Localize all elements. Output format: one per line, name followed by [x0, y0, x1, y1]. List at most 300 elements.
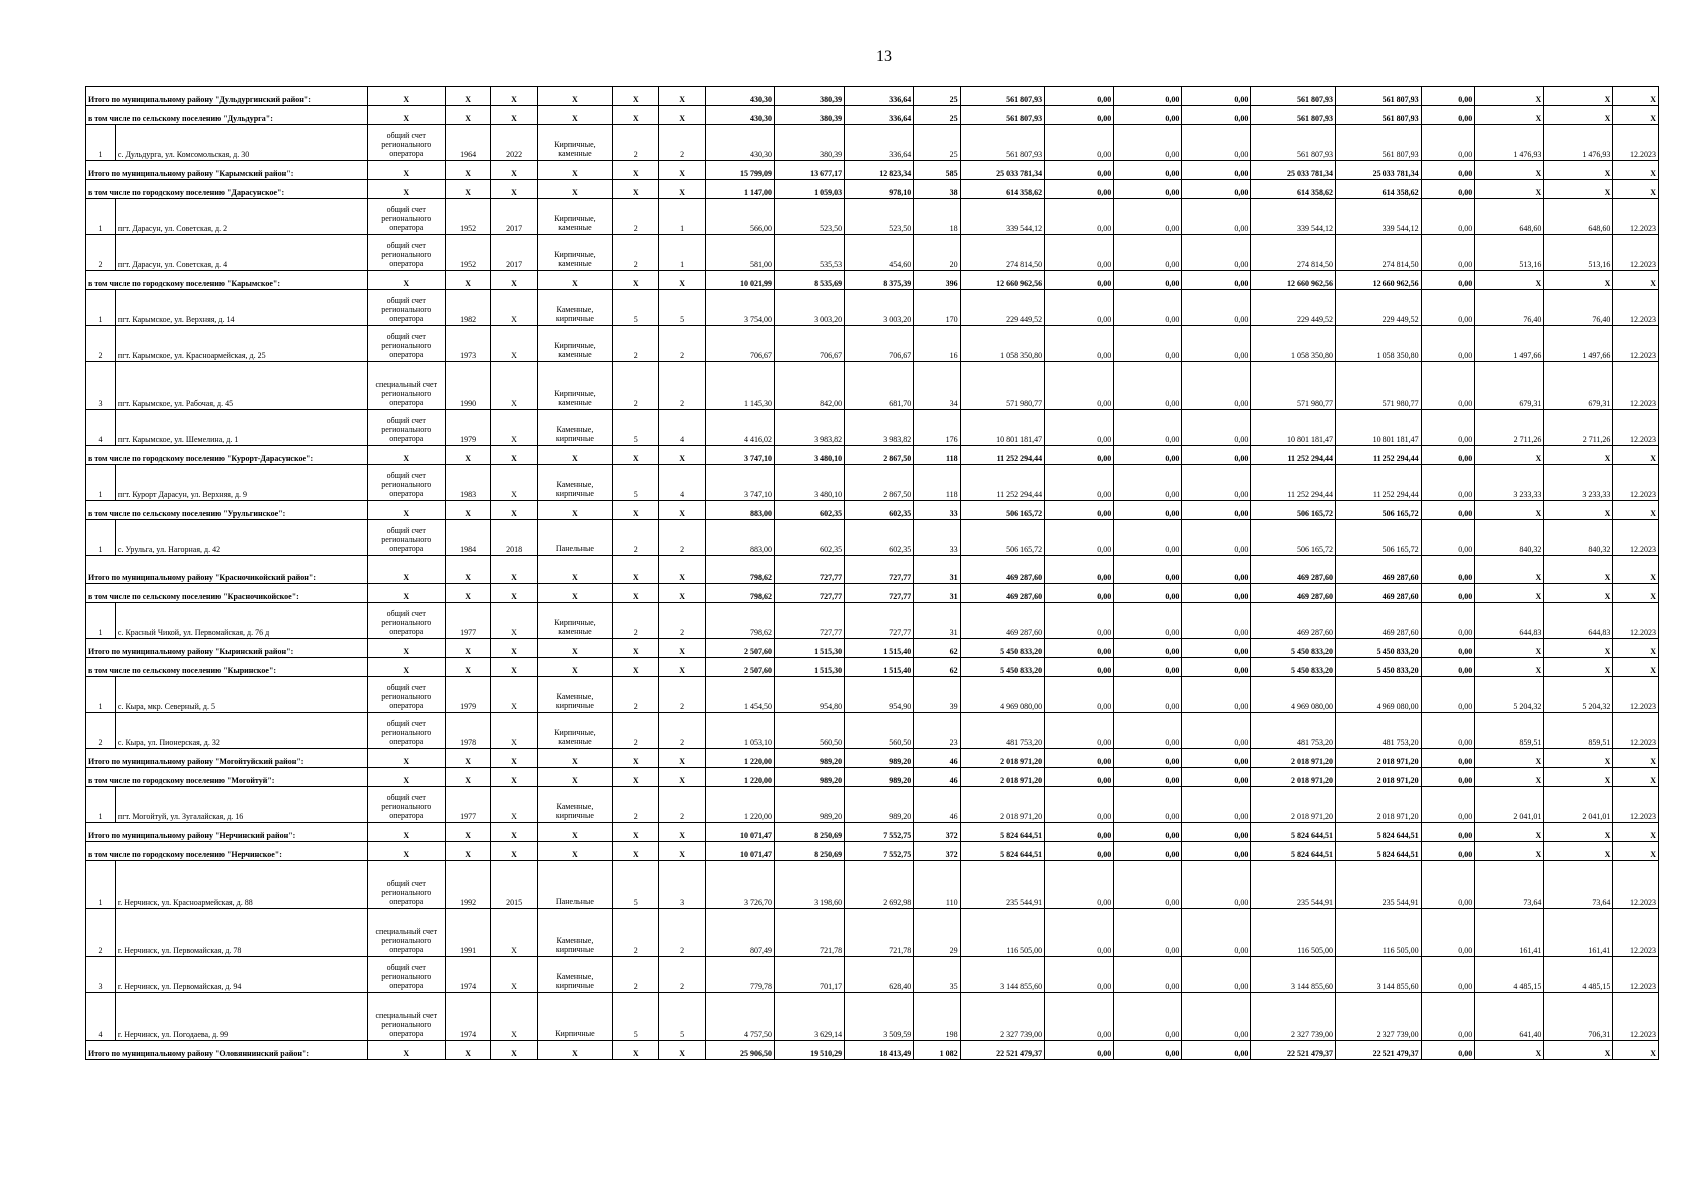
group-label-cell: в том числе по сельскому поселению "Урульгинское": — [86, 501, 368, 520]
value-cell: X — [1475, 180, 1544, 199]
value-cell: X — [613, 161, 659, 180]
value-cell: 0,00 — [1182, 199, 1251, 235]
value-cell: X — [367, 749, 445, 768]
value-cell: 0,00 — [1421, 326, 1475, 362]
value-cell: X — [491, 993, 537, 1041]
value-cell: 0,00 — [1182, 993, 1251, 1041]
value-cell: 0,00 — [1045, 861, 1114, 909]
value-cell: X — [1613, 180, 1659, 199]
value-cell: X — [1613, 658, 1659, 677]
value-cell: 3 233,33 — [1475, 465, 1544, 501]
value-cell: 11 252 294,44 — [1336, 446, 1422, 465]
address-cell: пгт. Курорт Дарасун, ул. Верхняя, д. 9 — [115, 465, 367, 501]
group-label-cell: Итого по муниципальному району "Могойтуйский район": — [86, 749, 368, 768]
value-cell: 4 485,15 — [1544, 957, 1613, 993]
value-cell: 3 509,59 — [845, 993, 914, 1041]
row-number-cell: 1 — [86, 465, 116, 501]
value-cell: 12.2023 — [1613, 787, 1659, 823]
value-cell: 602,35 — [774, 520, 844, 556]
address-cell: с. Урульга, ул. Нагорная, д. 42 — [115, 520, 367, 556]
value-cell: 0,00 — [1114, 106, 1182, 125]
value-cell: X — [1475, 1041, 1544, 1060]
value-cell: 727,77 — [774, 556, 844, 584]
house-row — [86, 957, 1659, 993]
value-cell: 229 449,52 — [1336, 290, 1422, 326]
district-total-row — [86, 823, 1659, 842]
house-row — [86, 713, 1659, 749]
value-cell: X — [367, 106, 445, 125]
value-cell: 0,00 — [1421, 993, 1475, 1041]
value-cell: 2017 — [491, 199, 537, 235]
value-cell: 2 — [613, 125, 659, 161]
value-cell: X — [1613, 161, 1659, 180]
value-cell: X — [491, 842, 537, 861]
value-cell: 5 — [613, 290, 659, 326]
value-cell: 1964 — [445, 125, 490, 161]
value-cell: X — [1475, 556, 1544, 584]
value-cell: X — [445, 658, 490, 677]
value-cell: 0,00 — [1045, 446, 1114, 465]
value-cell: 0,00 — [1045, 501, 1114, 520]
district-total-row — [86, 749, 1659, 768]
value-cell: X — [613, 639, 659, 658]
value-cell: X — [491, 106, 537, 125]
value-cell: 0,00 — [1421, 180, 1475, 199]
value-cell: Каменные, кирпичные — [537, 465, 612, 501]
value-cell: X — [367, 658, 445, 677]
value-cell: 23 — [914, 713, 960, 749]
value-cell: 0,00 — [1182, 106, 1251, 125]
value-cell: 33 — [914, 520, 960, 556]
value-cell: 12 660 962,56 — [1251, 271, 1336, 290]
value-cell: 0,00 — [1182, 658, 1251, 677]
value-cell: 110 — [914, 861, 960, 909]
value-cell: 2022 — [491, 125, 537, 161]
house-row — [86, 520, 1659, 556]
value-cell: 0,00 — [1045, 465, 1114, 501]
value-cell: 12.2023 — [1613, 993, 1659, 1041]
value-cell: X — [445, 749, 490, 768]
value-cell: 372 — [914, 823, 960, 842]
value-cell: 727,77 — [845, 603, 914, 639]
value-cell: 12.2023 — [1613, 290, 1659, 326]
value-cell: 10 021,99 — [705, 271, 774, 290]
value-cell: X — [1475, 639, 1544, 658]
value-cell: X — [491, 909, 537, 957]
value-cell: 3 480,10 — [774, 446, 844, 465]
value-cell: 1 476,93 — [1475, 125, 1544, 161]
value-cell: 396 — [914, 271, 960, 290]
value-cell: X — [659, 842, 705, 861]
value-cell: X — [367, 1041, 445, 1060]
value-cell: 989,20 — [774, 749, 844, 768]
value-cell: 644,83 — [1544, 603, 1613, 639]
value-cell: 12 660 962,56 — [1336, 271, 1422, 290]
value-cell: 0,00 — [1045, 749, 1114, 768]
value-cell: 0,00 — [1045, 957, 1114, 993]
value-cell: 1979 — [445, 410, 490, 446]
value-cell: 0,00 — [1045, 768, 1114, 787]
value-cell: X — [613, 842, 659, 861]
value-cell: 566,00 — [705, 199, 774, 235]
value-cell: 2 — [659, 909, 705, 957]
value-cell: 0,00 — [1182, 787, 1251, 823]
value-cell: 0,00 — [1045, 909, 1114, 957]
value-cell: 0,00 — [1114, 713, 1182, 749]
value-cell: X — [659, 446, 705, 465]
value-cell: X — [367, 584, 445, 603]
value-cell: X — [491, 787, 537, 823]
account-type-cell: общий счет регионального оператора — [367, 465, 445, 501]
value-cell: 235 544,91 — [1336, 861, 1422, 909]
settlement-subtotal-row — [86, 446, 1659, 465]
value-cell: 5 450 833,20 — [1336, 639, 1422, 658]
value-cell: X — [537, 180, 612, 199]
value-cell: 0,00 — [1182, 290, 1251, 326]
value-cell: 7 552,75 — [845, 823, 914, 842]
account-type-cell: общий счет регионального оператора — [367, 410, 445, 446]
value-cell: 12 823,34 — [845, 161, 914, 180]
value-cell: 430,30 — [705, 125, 774, 161]
value-cell: 0,00 — [1421, 842, 1475, 861]
account-type-cell: специальный счет регионального оператора — [367, 909, 445, 957]
value-cell: X — [445, 161, 490, 180]
value-cell: 506 165,72 — [960, 520, 1045, 556]
value-cell: X — [1544, 271, 1613, 290]
value-cell: 0,00 — [1421, 556, 1475, 584]
value-cell: 12.2023 — [1613, 326, 1659, 362]
house-row — [86, 362, 1659, 410]
value-cell: 29 — [914, 909, 960, 957]
value-cell: 0,00 — [1182, 713, 1251, 749]
value-cell: 4 — [659, 410, 705, 446]
district-total-row — [86, 556, 1659, 584]
value-cell: 1978 — [445, 713, 490, 749]
value-cell: 0,00 — [1114, 768, 1182, 787]
value-cell: X — [613, 768, 659, 787]
value-cell: 116 505,00 — [1336, 909, 1422, 957]
value-cell: 12.2023 — [1613, 603, 1659, 639]
value-cell: 31 — [914, 556, 960, 584]
value-cell: 0,00 — [1045, 362, 1114, 410]
value-cell: 2 041,01 — [1544, 787, 1613, 823]
value-cell: X — [491, 677, 537, 713]
value-cell: 5 450 833,20 — [960, 639, 1045, 658]
settlement-subtotal-row — [86, 658, 1659, 677]
value-cell: 0,00 — [1114, 861, 1182, 909]
value-cell: 15 799,09 — [705, 161, 774, 180]
value-cell: 0,00 — [1114, 520, 1182, 556]
value-cell: 5 — [613, 410, 659, 446]
value-cell: 0,00 — [1182, 446, 1251, 465]
value-cell: 46 — [914, 768, 960, 787]
value-cell: X — [537, 501, 612, 520]
value-cell: 0,00 — [1045, 993, 1114, 1041]
row-number-cell: 1 — [86, 861, 116, 909]
value-cell: 1 497,66 — [1544, 326, 1613, 362]
value-cell: 35 — [914, 957, 960, 993]
value-cell: 2 — [613, 326, 659, 362]
value-cell: 25 033 781,34 — [960, 161, 1045, 180]
value-cell: 561 807,93 — [1251, 106, 1336, 125]
value-cell: X — [445, 556, 490, 584]
value-cell: Кирпичные — [537, 993, 612, 1041]
row-number-cell: 1 — [86, 199, 116, 235]
value-cell: X — [445, 87, 490, 106]
value-cell: 1 059,03 — [774, 180, 844, 199]
value-cell: 12.2023 — [1613, 909, 1659, 957]
value-cell: X — [659, 1041, 705, 1060]
value-cell: X — [1544, 180, 1613, 199]
value-cell: 0,00 — [1045, 677, 1114, 713]
value-cell: 2 — [659, 677, 705, 713]
value-cell: 842,00 — [774, 362, 844, 410]
value-cell: 0,00 — [1045, 658, 1114, 677]
value-cell: 8 375,39 — [845, 271, 914, 290]
value-cell: X — [659, 180, 705, 199]
value-cell: 25 — [914, 106, 960, 125]
value-cell: 883,00 — [705, 501, 774, 520]
value-cell: X — [613, 556, 659, 584]
page-number: 13 — [876, 48, 892, 65]
value-cell: X — [537, 556, 612, 584]
value-cell: 0,00 — [1114, 501, 1182, 520]
value-cell: 198 — [914, 993, 960, 1041]
value-cell: X — [1544, 446, 1613, 465]
value-cell: 19 510,29 — [774, 1041, 844, 1060]
value-cell: X — [1613, 87, 1659, 106]
value-cell: 454,60 — [845, 235, 914, 271]
value-cell: 561 807,93 — [1336, 87, 1422, 106]
value-cell: 170 — [914, 290, 960, 326]
settlement-subtotal-row — [86, 180, 1659, 199]
value-cell: 0,00 — [1182, 465, 1251, 501]
row-number-cell: 1 — [86, 787, 116, 823]
value-cell: 1952 — [445, 235, 490, 271]
value-cell: X — [367, 768, 445, 787]
value-cell: 1 515,40 — [845, 639, 914, 658]
value-cell: 1952 — [445, 199, 490, 235]
address-cell: г. Нерчинск, ул. Первомайская, д. 94 — [115, 957, 367, 993]
value-cell: 1977 — [445, 787, 490, 823]
value-cell: X — [659, 87, 705, 106]
value-cell: Каменные, кирпичные — [537, 957, 612, 993]
value-cell: 1 497,66 — [1475, 326, 1544, 362]
value-cell: 0,00 — [1114, 957, 1182, 993]
value-cell: X — [1544, 1041, 1613, 1060]
value-cell: X — [445, 501, 490, 520]
value-cell: 10 071,47 — [705, 823, 774, 842]
value-cell: 2 327 739,00 — [1251, 993, 1336, 1041]
value-cell: 3 480,10 — [774, 465, 844, 501]
value-cell: 31 — [914, 584, 960, 603]
district-total-row — [86, 161, 1659, 180]
value-cell: 3 983,82 — [774, 410, 844, 446]
value-cell: X — [613, 1041, 659, 1060]
district-total-row — [86, 639, 1659, 658]
value-cell: 2 867,50 — [845, 465, 914, 501]
value-cell: 235 544,91 — [960, 861, 1045, 909]
value-cell: X — [659, 106, 705, 125]
value-cell: 5 450 833,20 — [1251, 658, 1336, 677]
house-row — [86, 909, 1659, 957]
value-cell: X — [537, 446, 612, 465]
value-cell: 0,00 — [1421, 410, 1475, 446]
value-cell: 339 544,12 — [1251, 199, 1336, 235]
value-cell: X — [367, 501, 445, 520]
address-cell: пгт. Карымское, ул. Рабочая, д. 45 — [115, 362, 367, 410]
value-cell: Каменные, кирпичные — [537, 410, 612, 446]
value-cell: 0,00 — [1045, 410, 1114, 446]
group-label-cell: в том числе по сельскому поселению "Дульдурга": — [86, 106, 368, 125]
value-cell: 38 — [914, 180, 960, 199]
address-cell: пгт. Дарасун, ул. Советская, д. 4 — [115, 235, 367, 271]
value-cell: 12.2023 — [1613, 410, 1659, 446]
value-cell: 0,00 — [1182, 909, 1251, 957]
value-cell: 4 969 080,00 — [1336, 677, 1422, 713]
value-cell: 727,77 — [845, 584, 914, 603]
value-cell: X — [659, 768, 705, 787]
value-cell: 11 252 294,44 — [960, 465, 1045, 501]
value-cell: 0,00 — [1045, 235, 1114, 271]
value-cell: 22 521 479,37 — [1251, 1041, 1336, 1060]
account-type-cell: специальный счет регионального оператора — [367, 362, 445, 410]
value-cell: 2 507,60 — [705, 658, 774, 677]
value-cell: 706,31 — [1544, 993, 1613, 1041]
value-cell: 0,00 — [1045, 180, 1114, 199]
value-cell: 2 018 971,20 — [1336, 787, 1422, 823]
district-total-row — [86, 87, 1659, 106]
address-cell: г. Нерчинск, ул. Первомайская, д. 78 — [115, 909, 367, 957]
value-cell: 2 711,26 — [1544, 410, 1613, 446]
value-cell: 469 287,60 — [1336, 584, 1422, 603]
group-label-cell: Итого по муниципальному району "Нерчинский район": — [86, 823, 368, 842]
value-cell: X — [659, 823, 705, 842]
value-cell: 648,60 — [1475, 199, 1544, 235]
group-label-cell: в том числе по городскому поселению "Курорт-Дарасунское": — [86, 446, 368, 465]
value-cell: X — [1475, 768, 1544, 787]
value-cell: X — [613, 658, 659, 677]
value-cell: 12.2023 — [1613, 235, 1659, 271]
value-cell: 4 757,50 — [705, 993, 774, 1041]
value-cell: X — [491, 362, 537, 410]
value-cell: 3 726,70 — [705, 861, 774, 909]
value-cell: X — [1613, 271, 1659, 290]
value-cell: 706,67 — [845, 326, 914, 362]
value-cell: X — [537, 749, 612, 768]
value-cell: 25 — [914, 87, 960, 106]
value-cell: 380,39 — [774, 106, 844, 125]
value-cell: X — [613, 180, 659, 199]
value-cell: 161,41 — [1544, 909, 1613, 957]
value-cell: X — [491, 290, 537, 326]
row-number-cell: 2 — [86, 326, 116, 362]
value-cell: X — [491, 823, 537, 842]
house-row — [86, 861, 1659, 909]
value-cell: 0,00 — [1182, 957, 1251, 993]
value-cell: 5 824 644,51 — [1336, 842, 1422, 861]
value-cell: 859,51 — [1544, 713, 1613, 749]
value-cell: 506 165,72 — [1336, 501, 1422, 520]
value-cell: X — [367, 271, 445, 290]
value-cell: 0,00 — [1421, 290, 1475, 326]
value-cell: X — [491, 1041, 537, 1060]
value-cell: 4 — [659, 465, 705, 501]
value-cell: 0,00 — [1114, 446, 1182, 465]
value-cell: 469 287,60 — [960, 603, 1045, 639]
value-cell: 469 287,60 — [1336, 603, 1422, 639]
value-cell: 481 753,20 — [960, 713, 1045, 749]
row-number-cell: 2 — [86, 713, 116, 749]
group-label-cell: в том числе по сельскому поселению "Кыринское": — [86, 658, 368, 677]
value-cell: 2015 — [491, 861, 537, 909]
value-cell: Кирпичные, каменные — [537, 235, 612, 271]
value-cell: 706,67 — [774, 326, 844, 362]
value-cell: X — [491, 161, 537, 180]
value-cell: X — [1475, 106, 1544, 125]
value-cell: 0,00 — [1182, 823, 1251, 842]
value-cell: 12.2023 — [1613, 713, 1659, 749]
value-cell: 25 906,50 — [705, 1041, 774, 1060]
value-cell: X — [1475, 161, 1544, 180]
value-cell: 840,32 — [1544, 520, 1613, 556]
value-cell: Кирпичные, каменные — [537, 326, 612, 362]
value-cell: 1 220,00 — [705, 787, 774, 823]
value-cell: 0,00 — [1421, 713, 1475, 749]
value-cell: 1991 — [445, 909, 490, 957]
value-cell: X — [1544, 556, 1613, 584]
value-cell: 18 — [914, 199, 960, 235]
value-cell: 5 824 644,51 — [1251, 823, 1336, 842]
settlement-subtotal-row — [86, 584, 1659, 603]
value-cell: 0,00 — [1114, 639, 1182, 658]
value-cell: 3 003,20 — [845, 290, 914, 326]
value-cell: 0,00 — [1421, 584, 1475, 603]
value-cell: 3 233,33 — [1544, 465, 1613, 501]
value-cell: 2 — [659, 125, 705, 161]
value-cell: 2 018 971,20 — [1336, 768, 1422, 787]
value-cell: 116 505,00 — [960, 909, 1045, 957]
value-cell: X — [1613, 639, 1659, 658]
value-cell: 46 — [914, 749, 960, 768]
value-cell: 1 515,40 — [845, 658, 914, 677]
value-cell: 0,00 — [1045, 271, 1114, 290]
house-row — [86, 235, 1659, 271]
value-cell: X — [1544, 161, 1613, 180]
value-cell: 1 454,50 — [705, 677, 774, 713]
value-cell: 571 980,77 — [1251, 362, 1336, 410]
value-cell: 2 — [613, 199, 659, 235]
value-cell: X — [1613, 556, 1659, 584]
value-cell: 1 220,00 — [705, 749, 774, 768]
value-cell: X — [491, 410, 537, 446]
value-cell: 859,51 — [1475, 713, 1544, 749]
value-cell: 12.2023 — [1613, 861, 1659, 909]
value-cell: X — [1544, 749, 1613, 768]
value-cell: 1973 — [445, 326, 490, 362]
value-cell: X — [367, 87, 445, 106]
value-cell: 0,00 — [1421, 823, 1475, 842]
value-cell: 679,31 — [1544, 362, 1613, 410]
value-cell: X — [613, 446, 659, 465]
value-cell: 506 165,72 — [1336, 520, 1422, 556]
group-label-cell: Итого по муниципальному району "Красночикойский район": — [86, 556, 368, 584]
row-number-cell: 1 — [86, 603, 116, 639]
value-cell: 989,20 — [774, 768, 844, 787]
value-cell: 721,78 — [774, 909, 844, 957]
value-cell: 0,00 — [1045, 199, 1114, 235]
value-cell: 0,00 — [1421, 501, 1475, 520]
